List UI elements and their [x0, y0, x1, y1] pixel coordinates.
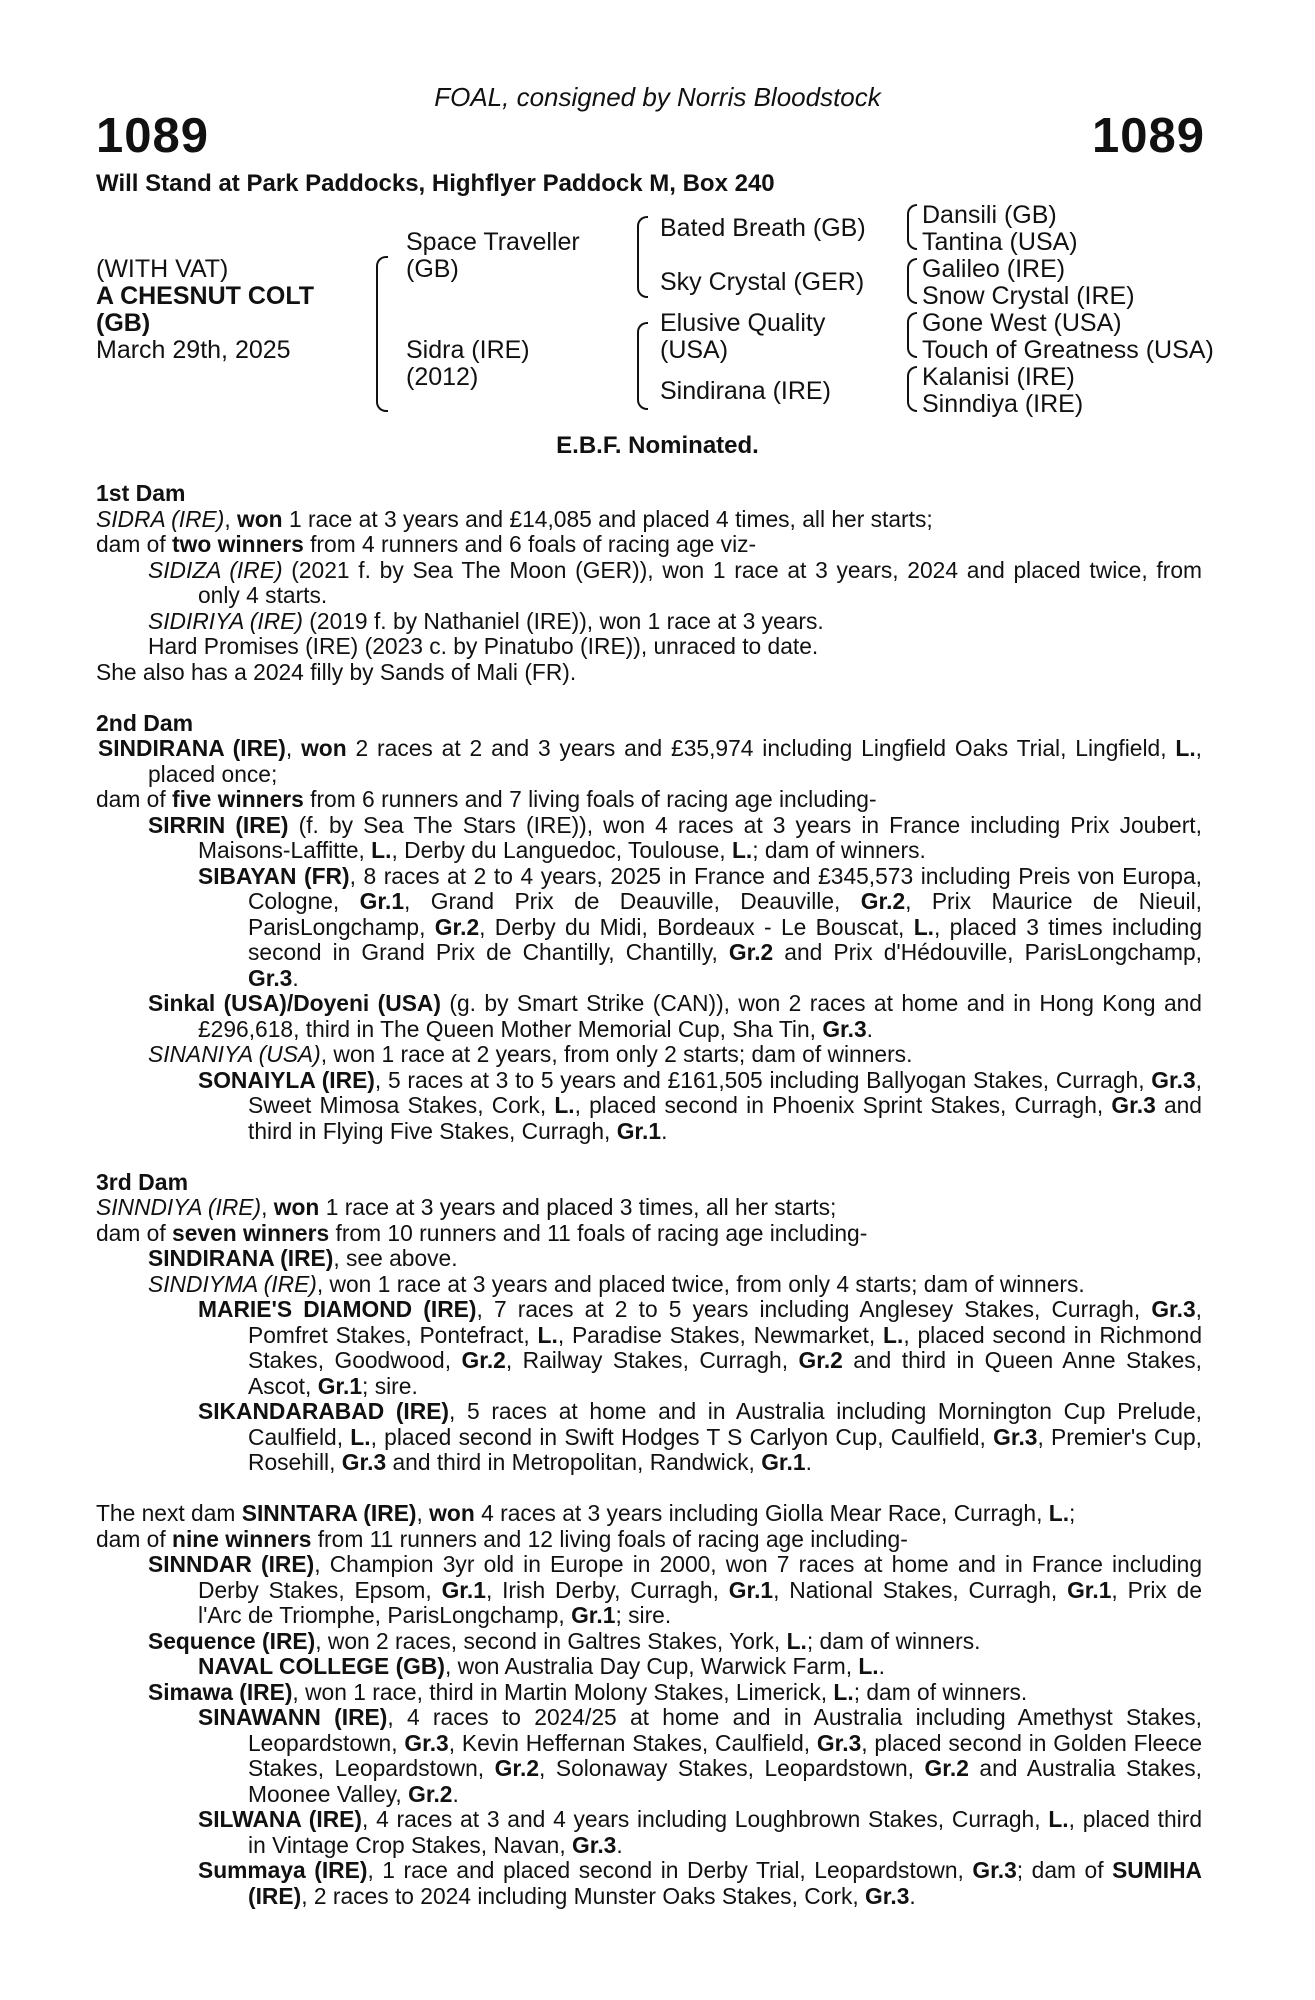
dam-year: (2012) [406, 363, 479, 391]
dam-line-brace [637, 322, 648, 410]
produce-entry: SIBAYAN (FR), 8 races at 2 to 4 years, 2025 in France and £345,573 including Preis von Europa, Cologne, Gr.1, Grand Prix de Deauville, Deauville, Gr.2, Prix Maurice de Nieuil, ParisLongchamp, Gr.2, Derby du Midi, Bordeaux - Le Bouscat, L., placed 3 times including second in Grand Prix de Chantilly, Chantilly, Gr.2 and Prix d'Hédouville, ParisLongchamp, Gr.3. [198, 862, 1203, 991]
dam-summary: SINNDIYA (IRE), won 1 race at 3 years and placed 3 times, all her starts; [96, 1194, 837, 1220]
third-dam-section [96, 1170, 1202, 1476]
produce-entry: Simawa (IRE), won 1 race, third in Martin Molony Stakes, Limerick, L.; dam of winners. [148, 1678, 1028, 1705]
produce-entry: SILWANA (IRE), 4 races at 3 and 4 years including Loughbrown Stakes, Curragh, L., placed third in Vintage Crop Stakes, Navan, Gr.3. [198, 1806, 1202, 1858]
dam-sire: Elusive Quality [660, 309, 826, 337]
produce-entry: SINNDAR (IRE), Champion 3yr old in Europe in 2000, won 7 races at home and in France including Derby Stakes, Epsom, Gr.1, Irish Derby, Curragh, Gr.1, National Stakes, Curragh, Gr.1, Prix de l'Arc de Triomphe, ParisLongchamp, Gr.1; sire. [148, 1551, 1203, 1628]
first-dam-section [96, 481, 1202, 685]
dam-summary: SINDIRANA (IRE), won 2 races at 2 and 3 years and £35,974 including Lingfield Oaks Trial, Lingfield, L., placed once; [98, 735, 1202, 787]
catalogue-body [96, 481, 1202, 1909]
produce-entry: SINANIYA (USA), won 1 race at 2 years, from only 2 starts; dam of winners. [148, 1041, 913, 1067]
subject-name: A CHESNUT COLT [96, 282, 315, 310]
foaled-date: March 29th, 2025 [96, 336, 291, 364]
gen3-name: Dansili (GB) [922, 201, 1057, 229]
section-heading: 1st Dam [96, 480, 186, 506]
gen3-name: Galileo (IRE) [922, 255, 1066, 283]
gen3-name: Snow Crystal (IRE) [922, 282, 1135, 310]
produce-entry: Hard Promises (IRE) (2023 c. by Pinatubo (IRE)), unraced to date. [148, 633, 819, 659]
produce-entry: SIKANDARABAD (IRE), 5 races at home and in Australia including Mornington Cup Prelude, Caulfield, L., placed second in Swift Hodges T S Carlyon Cup, Caulfield, Gr.3, Premier's Cup, Rosehill, Gr.3 and third in Metropolitan, Randwick, Gr.1. [198, 1398, 1203, 1475]
dam-dam: Sindirana (IRE) [660, 377, 831, 405]
produce-entry: MARIE'S DIAMOND (IRE), 7 races at 2 to 5 years including Anglesey Stakes, Curragh, Gr.3, Pomfret Stakes, Pontefract, L., Paradise Stakes, Newmarket, L., placed second in Richmond Stakes, Goodwood, Gr.2, Railway Stakes, Curragh, Gr.2 and third in Queen Anne Stakes, Ascot, Gr.1; sire. [198, 1296, 1203, 1399]
dam-produce-summary: dam of seven winners from 10 runners and 11 foals of racing age including- [96, 1219, 868, 1246]
produce-note: She also has a 2024 filly by Sands of Mali (FR). [96, 658, 577, 685]
gen3-name: Sinndiya (IRE) [922, 390, 1084, 418]
stand-location: Will Stand at Park Paddocks, Highflyer Paddock M, Box 240 [96, 170, 775, 197]
dam-summary: The next dam SINNTARA (IRE), won 4 races at 3 years including Giolla Mear Race, Curragh, L.; [96, 1500, 1076, 1526]
section-heading: 3rd Dam [96, 1168, 189, 1195]
gen3-brace-1 [907, 204, 917, 250]
subject-country: (GB) [96, 309, 151, 337]
ebf-nominated: E.B.F. Nominated. [556, 432, 759, 459]
produce-entry: SINDIYMA (IRE), won 1 race at 3 years and placed twice, from only 4 starts; dam of winners. [148, 1270, 1085, 1297]
dam-sire-country: (USA) [660, 336, 729, 364]
gen3-name: Tantina (USA) [922, 228, 1078, 256]
next-dam-section [96, 1501, 1202, 1909]
produce-entry: SINDIRANA (IRE), see above. [148, 1245, 458, 1271]
sire-dam: Sky Crystal (GER) [660, 268, 865, 296]
sire-sire: Bated Breath (GB) [660, 214, 866, 242]
gen3-brace-3 [907, 312, 917, 358]
gen3-name: Touch of Greatness (USA) [922, 336, 1214, 364]
gen3-brace-2 [907, 258, 917, 304]
produce-entry: SONAIYLA (IRE), 5 races at 3 to 5 years and £161,505 including Ballyogan Stakes, Curragh, Gr.3, Sweet Mimosa Stakes, Cork, L., placed second in Phoenix Sprint Stakes, Curragh, Gr.3 and third in Flying Five Stakes, Curragh, Gr.1. [198, 1066, 1202, 1144]
section-heading: 2nd Dam [96, 709, 194, 736]
produce-entry: Summaya (IRE), 1 race and placed second in Derby Trial, Leopardstown, Gr.3; dam of SUMIHA (IRE), 2 races to 2024 including Munster Oaks Stakes, Cork, Gr.3. [198, 1857, 1202, 1909]
dam-produce-summary: dam of five winners from 6 runners and 7 living foals of racing age including- [96, 786, 877, 812]
produce-entry: NAVAL COLLEGE (GB), won Australia Day Cup, Warwick Farm, L.. [198, 1653, 885, 1679]
dam-produce-summary: dam of two winners from 4 runners and 6 foals of racing age viz- [96, 531, 757, 557]
gen3-name: Kalanisi (IRE) [922, 363, 1075, 391]
produce-entry: Sequence (IRE), won 2 races, second in Galtres Stakes, York, L.; dam of winners. [148, 1627, 981, 1654]
gen3-name: Gone West (USA) [922, 309, 1122, 337]
produce-entry: SINAWANN (IRE), 4 races to 2024/25 at home and in Australia including Amethyst Stakes, Leopardstown, Gr.3, Kevin Heffernan Stakes, Caulfield, Gr.3, placed second in Golden Fleece Stakes, Leopardstown, Gr.2, Solonaway Stakes, Leopardstown, Gr.2 and Australia Stakes, Moonee Valley, Gr.2. [198, 1704, 1202, 1807]
produce-entry: SIDIZA (IRE) (2021 f. by Sea The Moon (GER)), won 1 race at 3 years, 2024 and placed twice, from only 4 starts. [148, 556, 1202, 608]
consignment-line: FOAL, consigned by Norris Bloodstock [434, 82, 881, 112]
second-dam-section [96, 711, 1202, 1145]
vat-label: (WITH VAT) [96, 255, 229, 283]
dam-name: Sidra (IRE) [406, 336, 530, 364]
lot-number-right: 1089 [1091, 109, 1205, 163]
sire-name: Space Traveller [406, 228, 580, 256]
lot-number-left: 1089 [96, 109, 210, 163]
produce-entry: SIDIRIYA (IRE) (2019 f. by Nathaniel (IRE)), won 1 race at 3 years. [148, 607, 824, 634]
sire-line-brace [637, 216, 648, 298]
dam-produce-summary: dam of nine winners from 11 runners and 12 living foals of racing age including- [96, 1525, 908, 1552]
produce-entry: Sinkal (USA)/Doyeni (USA) (g. by Smart Strike (CAN)), won 2 races at home and in Hong Kong and £296,618, third in The Queen Mother Memorial Cup, Sha Tin, Gr.3. [148, 990, 1202, 1042]
dam-summary: SIDRA (IRE), won 1 race at 3 years and £14,085 and placed 4 times, all her starts; [96, 505, 933, 532]
produce-entry: SIRRIN (IRE) (f. by Sea The Stars (IRE)), won 4 races at 3 years in France including Prix Joubert, Maisons-Laffitte, L., Derby du Languedoc, Toulouse, L.; dam of winners. [148, 811, 1202, 863]
sire-country: (GB) [406, 255, 459, 283]
sire-dam-brace [376, 256, 388, 412]
gen3-brace-4 [907, 366, 917, 412]
